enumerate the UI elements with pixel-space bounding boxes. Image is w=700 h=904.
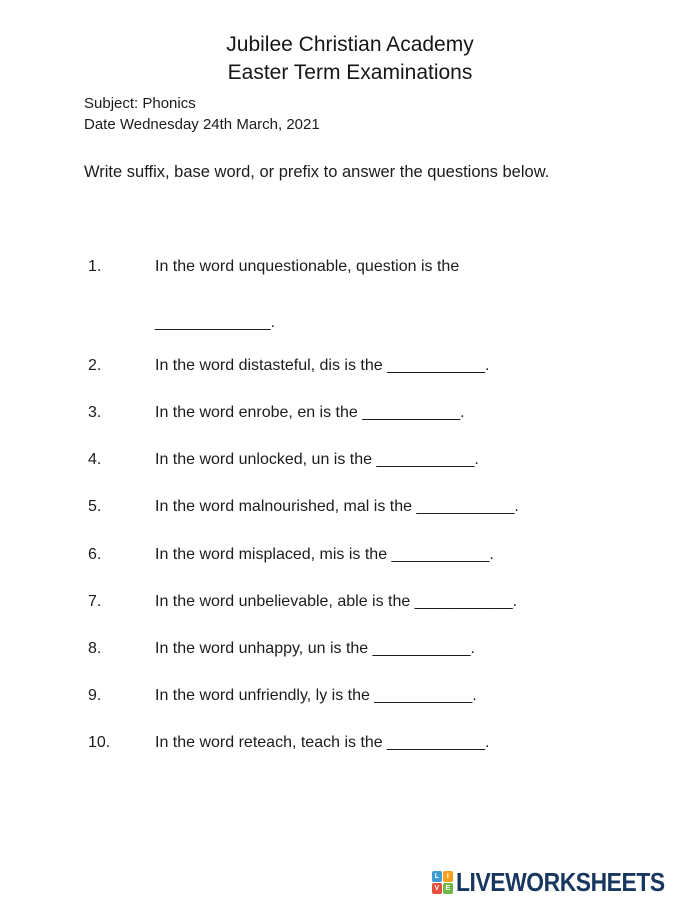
- question-number: 5.: [88, 498, 102, 515]
- question-number: 3.: [88, 404, 102, 421]
- answer-blank-line: _____________.: [155, 314, 276, 331]
- question-number: 6.: [88, 546, 102, 563]
- question-number: 7.: [88, 593, 102, 610]
- subject-line: Subject: Phonics: [84, 95, 196, 112]
- logo-cell-i: I: [443, 871, 453, 882]
- question-row-1: [88, 256, 690, 278]
- school-name: Jubilee Christian Academy: [226, 33, 474, 56]
- question-number: 10.: [88, 734, 111, 751]
- logo-cell-e: E: [443, 883, 453, 894]
- question-number: 4.: [88, 451, 102, 468]
- question-text: In the word malnourished, mal is the ___________.: [155, 498, 519, 515]
- question-text: In the word distasteful, dis is the ___________.: [155, 357, 490, 374]
- worksheet-meta: [84, 93, 320, 135]
- question-number: 2.: [88, 357, 102, 374]
- liveworksheets-grid-icon: [432, 871, 453, 894]
- question-text: In the word unhappy, un is the ___________.: [155, 640, 475, 657]
- worksheet-title: [0, 31, 700, 87]
- question-number: 1.: [88, 258, 102, 275]
- question-row-9: [88, 685, 690, 707]
- question-row-1-blank: [88, 312, 690, 334]
- question-row-5: [88, 496, 690, 518]
- instructions-text: Write suffix, base word, or prefix to answer the questions below.: [84, 163, 550, 181]
- question-text: In the word unfriendly, ly is the ___________.: [155, 687, 477, 704]
- liveworksheets-logo[interactable]: [432, 867, 693, 898]
- question-number: 9.: [88, 687, 102, 704]
- question-row-8: [88, 638, 690, 660]
- question-text: In the word unbelievable, able is the ___________.: [155, 593, 518, 610]
- logo-cell-v: V: [432, 883, 442, 894]
- question-row-2: [88, 355, 690, 377]
- question-row-6: [88, 544, 690, 566]
- liveworksheets-wordmark: LIVEWORKSHEETS: [455, 867, 665, 897]
- question-number: 8.: [88, 640, 102, 657]
- question-text: In the word unquestionable, question is the: [155, 258, 460, 275]
- question-row-7: [88, 591, 690, 613]
- question-text: In the word misplaced, mis is the ___________.: [155, 546, 494, 563]
- logo-cell-l: L: [432, 871, 442, 882]
- question-text: In the word reteach, teach is the ___________.: [155, 734, 490, 751]
- question-row-4: [88, 449, 690, 471]
- question-text: In the word unlocked, un is the ___________.: [155, 451, 479, 468]
- question-row-10: [88, 732, 690, 754]
- question-row-3: [88, 402, 690, 424]
- date-line: Date Wednesday 24th March, 2021: [84, 116, 320, 133]
- question-text: In the word enrobe, en is the ___________.: [155, 404, 465, 421]
- exam-title: Easter Term Examinations: [227, 61, 473, 84]
